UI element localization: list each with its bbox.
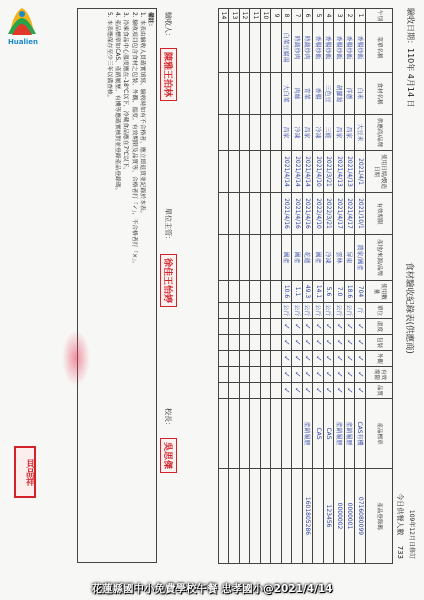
- table-cell: ✓: [313, 319, 324, 335]
- table-cell: [219, 151, 230, 193]
- table-cell: ✓: [345, 383, 356, 399]
- table-cell: [219, 73, 230, 115]
- table-cell: ✓: [324, 351, 335, 367]
- table-cell: [240, 235, 251, 281]
- table-cell: [229, 303, 240, 319]
- table-cell: [261, 235, 272, 281]
- col-header: 有效期限: [366, 193, 393, 235]
- unit-head-stamp: 徐佳王怡婷: [160, 254, 177, 307]
- sheet-title: 食材驗收紀錄表(供應商): [404, 262, 414, 354]
- table-cell: CAS有機: [355, 399, 366, 469]
- table-cell: 0000001: [345, 469, 356, 564]
- table-cell: [240, 23, 251, 73]
- table-cell: [219, 335, 230, 351]
- meal-count-value: 733: [396, 545, 404, 559]
- red-stamp-smudge: [62, 330, 90, 386]
- table-cell: ✓: [303, 351, 314, 367]
- principal-stamp: 吳思傑: [160, 438, 177, 473]
- col-header: 食材名稱: [366, 73, 393, 115]
- table-cell: [229, 23, 240, 73]
- table-cell: [229, 281, 240, 303]
- table-cell: ✓: [282, 367, 293, 383]
- table-cell: [261, 367, 272, 383]
- table-cell: 冷凍: [324, 235, 335, 281]
- revision-note: 109年12月日修訂: [408, 509, 415, 559]
- table-cell: [282, 469, 293, 564]
- table-cell: [250, 383, 261, 399]
- table-cell: [240, 469, 251, 564]
- table-cell: 冷凍: [292, 115, 303, 151]
- table-cell: 3: [334, 9, 345, 23]
- table-cell: [219, 383, 230, 399]
- table-cell: ✓: [324, 383, 335, 399]
- table-cell: 123456: [324, 469, 335, 564]
- meal-count-label: 今日供餐人數: [396, 493, 404, 536]
- table-row: [355, 9, 366, 564]
- table-cell: ✓: [292, 319, 303, 335]
- table-cell: ✓: [334, 383, 345, 399]
- table-row: [250, 9, 261, 564]
- table-cell: [261, 151, 272, 193]
- table-row: [334, 9, 345, 564]
- table-cell: 公斤: [345, 303, 356, 319]
- table-cell: [229, 351, 240, 367]
- table-cell: [261, 319, 272, 335]
- table-cell: 6: [303, 9, 314, 23]
- table-row: [345, 9, 356, 564]
- table-cell: 2021/4/16: [303, 193, 314, 235]
- table-header-row: [366, 9, 393, 564]
- table-cell: 2: [345, 9, 356, 23]
- table-cell: 昌家: [334, 115, 345, 151]
- table-cell: 10: [261, 9, 272, 23]
- table-cell: 屏東: [345, 235, 356, 281]
- table-cell: 1601805286: [303, 469, 314, 564]
- table-cell: [261, 23, 272, 73]
- table-cell: 香腸炒飯: [355, 23, 366, 73]
- signature-row: [159, 8, 179, 563]
- table-row: [282, 9, 293, 564]
- table-cell: 白菜豆腐湯: [282, 23, 293, 73]
- table-cell: [229, 73, 240, 115]
- table-cell: ✓: [292, 335, 303, 351]
- table-cell: [250, 469, 261, 564]
- table-cell: ✓: [313, 335, 324, 351]
- table-cell: [240, 73, 251, 115]
- remarks-box: [77, 8, 157, 563]
- table-cell: [292, 399, 303, 469]
- table-cell: [282, 399, 293, 469]
- table-row: [240, 9, 251, 564]
- table-cell: 時蔬炒肉: [303, 23, 314, 73]
- table-cell: [271, 235, 282, 281]
- table-cell: [250, 23, 261, 73]
- table-cell: 2021/10/1: [355, 193, 366, 235]
- table-cell: 4: [324, 9, 335, 23]
- table-cell: 5.6: [324, 281, 335, 303]
- table-cell: [250, 281, 261, 303]
- table-cell: 產銷履歷: [334, 399, 345, 469]
- table-cell: ✓: [303, 367, 314, 383]
- table-cell: 0716080099: [355, 469, 366, 564]
- table-cell: 7: [292, 9, 303, 23]
- table-cell: [240, 399, 251, 469]
- table-cell: 時蔬炒肉: [292, 23, 303, 73]
- col-header: 使用日期/製造日期: [366, 151, 393, 193]
- table-row: [219, 9, 230, 564]
- table-cell: [271, 151, 282, 193]
- table-cell: [271, 193, 282, 235]
- table-cell: ✓: [313, 367, 324, 383]
- table-cell: 1.1: [292, 281, 303, 303]
- col-header: 菜單名稱: [366, 23, 393, 73]
- table-cell: 三能: [324, 115, 335, 151]
- table-cell: 49.3: [303, 281, 314, 303]
- inspector-stamp: 陳雅王拍林: [160, 48, 177, 101]
- table-cell: 公斤: [292, 303, 303, 319]
- table-cell: [271, 281, 282, 303]
- table-cell: [261, 383, 272, 399]
- table-cell: [240, 335, 251, 351]
- table-cell: [250, 351, 261, 367]
- table-cell: 冷凍: [313, 115, 324, 151]
- table-cell: 香腸炒飯: [313, 23, 324, 73]
- table-cell: [219, 399, 230, 469]
- table-cell: [261, 335, 272, 351]
- table-cell: 大豆米: [355, 115, 366, 151]
- table-cell: 2022/3/21: [324, 193, 335, 235]
- table-row: [261, 9, 272, 564]
- table-cell: 農家/國產: [355, 235, 366, 281]
- table-cell: [261, 469, 272, 564]
- table-cell: [229, 235, 240, 281]
- table-cell: 2021/3/21: [324, 151, 335, 193]
- table-cell: [219, 281, 230, 303]
- table-cell: [250, 151, 261, 193]
- table-cell: 昌家: [345, 115, 356, 151]
- remark-line: 4. 產品標章如CAS、產銷履歷、有機等應確實核對並登錄產品登錄碼。: [114, 12, 121, 194]
- table-row: [303, 9, 314, 564]
- table-cell: ✓: [355, 367, 366, 383]
- table-cell: [271, 303, 282, 319]
- col-header: 使用數量: [366, 281, 393, 303]
- table-cell: [271, 335, 282, 351]
- table-cell: ✓: [282, 319, 293, 335]
- table-cell: 14.1: [313, 281, 324, 303]
- table-cell: 2021/4/14: [292, 151, 303, 193]
- table-cell: ✓: [345, 351, 356, 367]
- table-cell: [261, 303, 272, 319]
- remark-line: 3. 冷凍食品中心溫度應在-18℃以下，冷藏食品應在7℃以下。: [122, 12, 129, 174]
- table-cell: [240, 281, 251, 303]
- table-cell: [219, 23, 230, 73]
- table-cell: [250, 367, 261, 383]
- table-cell: [240, 115, 251, 151]
- table-cell: ✓: [303, 383, 314, 399]
- table-cell: 2021/4/17: [345, 193, 356, 235]
- table-row: [292, 9, 303, 564]
- table-cell: [261, 73, 272, 115]
- col-header: 外觀: [366, 351, 393, 367]
- table-cell: [240, 383, 251, 399]
- table-cell: [261, 115, 272, 151]
- table-cell: 大白菜: [282, 73, 293, 115]
- table-cell: [250, 399, 261, 469]
- table-cell: [250, 335, 261, 351]
- table-cell: CAS: [313, 399, 324, 469]
- remark-line: 5. 本表應保存至少三年以備查核。: [105, 12, 112, 101]
- table-cell: [261, 351, 272, 367]
- table-cell: ✓: [334, 335, 345, 351]
- table-cell: 2021/4/17: [334, 193, 345, 235]
- table-cell: [271, 73, 282, 115]
- table-cell: 7.0: [334, 281, 345, 303]
- col-header: 產地/來源/品牌: [366, 235, 393, 281]
- table-cell: [229, 193, 240, 235]
- table-cell: [292, 469, 303, 564]
- table-cell: 2021/4/16: [292, 193, 303, 235]
- table-cell: [240, 303, 251, 319]
- table-cell: ✓: [292, 351, 303, 367]
- table-cell: 三色豆: [324, 73, 335, 115]
- table-cell: 2021/4/13: [345, 151, 356, 193]
- table-cell: [271, 115, 282, 151]
- table-cell: ✓: [355, 319, 366, 335]
- table-cell: 斤: [355, 303, 366, 319]
- col-header: 午別: [366, 9, 393, 23]
- meal-count-line: [395, 485, 405, 559]
- remarks-title: 備註：: [147, 12, 153, 30]
- table-cell: [219, 367, 230, 383]
- table-cell: 肉絲: [292, 73, 303, 115]
- table-cell: 產銷履歷: [345, 399, 356, 469]
- footer-caption: 花蓮縣國中小免費學校午餐 忠孝國小@2021/4/14: [91, 583, 333, 595]
- table-cell: ✓: [303, 335, 314, 351]
- table-cell: [240, 151, 251, 193]
- table-cell: 公斤: [334, 303, 345, 319]
- unit-head-label: 單位主管：: [164, 208, 172, 243]
- table-cell: [219, 115, 230, 151]
- table-cell: [250, 319, 261, 335]
- col-header: 單位: [366, 303, 393, 319]
- table-cell: [261, 399, 272, 469]
- table-cell: 2021/4/10: [313, 151, 324, 193]
- table-cell: [219, 303, 230, 319]
- table-cell: 公斤: [313, 303, 324, 319]
- table-cell: [271, 351, 282, 367]
- table-cell: ✓: [292, 367, 303, 383]
- table-cell: 12: [240, 9, 251, 23]
- table-cell: [229, 151, 240, 193]
- table-cell: 昌家: [282, 115, 293, 151]
- table-cell: [229, 367, 240, 383]
- table-cell: [250, 235, 261, 281]
- inspection-table: [218, 8, 393, 564]
- table-cell: 10.6: [282, 281, 293, 303]
- table-row: [313, 9, 324, 564]
- table-row: [324, 9, 335, 564]
- table-cell: ✓: [334, 367, 345, 383]
- table-cell: ✓: [282, 351, 293, 367]
- table-cell: [271, 399, 282, 469]
- table-cell: ✓: [355, 383, 366, 399]
- table-cell: [240, 367, 251, 383]
- table-cell: [261, 281, 272, 303]
- table-row: [229, 9, 240, 564]
- table-cell: [271, 23, 282, 73]
- table-cell: ✓: [324, 319, 335, 335]
- table-cell: [219, 235, 230, 281]
- col-header: 產品登錄碼: [366, 469, 393, 564]
- table-cell: 2021/4/14: [282, 151, 293, 193]
- table-cell: ✓: [282, 335, 293, 351]
- table-cell: 2021/4/14: [303, 151, 314, 193]
- table-cell: 胡蘿蔔: [334, 73, 345, 115]
- col-header: 供應商/品牌: [366, 115, 393, 151]
- table-cell: ✓: [334, 319, 345, 335]
- table-cell: ✓: [324, 335, 335, 351]
- table-cell: 5: [313, 9, 324, 23]
- logo-text: Hualien: [7, 38, 39, 46]
- table-cell: 產銷履歷: [303, 399, 314, 469]
- table-cell: 13: [229, 9, 240, 23]
- table-cell: [229, 319, 240, 335]
- inspection-date: 驗收日期：110年 4月14 日: [406, 8, 415, 108]
- table-cell: ✓: [303, 319, 314, 335]
- table-cell: CAS: [324, 399, 335, 469]
- principal-label: 校長：: [164, 408, 172, 429]
- table-cell: 2021/4/16: [282, 193, 293, 235]
- table-cell: 香腸炒飯: [345, 23, 356, 73]
- table-cell: 公斤: [282, 303, 293, 319]
- table-cell: [271, 319, 282, 335]
- table-cell: 2021/4/1: [355, 151, 366, 193]
- table-cell: 2021/4/13: [334, 151, 345, 193]
- table-cell: [219, 351, 230, 367]
- table-cell: [219, 319, 230, 335]
- table-cell: ✓: [345, 335, 356, 351]
- table-cell: [250, 115, 261, 151]
- table-cell: 香腸炒飯: [324, 23, 335, 73]
- table-cell: 青菜: [303, 73, 314, 115]
- table-row: [271, 9, 282, 564]
- remark-line: 1. 本表由驗收人員確實填寫，驗收時如有不合格者，應立即退貨並記錄於本表。: [138, 12, 145, 217]
- table-cell: 9: [271, 9, 282, 23]
- col-header: 包裝: [366, 335, 393, 351]
- table-cell: [240, 351, 251, 367]
- table-cell: 香腸: [313, 73, 324, 115]
- col-header: 溫度: [366, 319, 393, 335]
- table-cell: [250, 73, 261, 115]
- table-cell: ✓: [313, 383, 324, 399]
- table-cell: ✓: [355, 335, 366, 351]
- table-cell: ✓: [313, 351, 324, 367]
- approval-stamp: 貝品祥: [14, 446, 36, 498]
- table-cell: 0000002: [334, 469, 345, 564]
- table-cell: ✓: [345, 319, 356, 335]
- table-cell: 國產: [292, 235, 303, 281]
- table-cell: 雲林: [334, 235, 345, 281]
- remark-line: 2. 驗收項目包含食材之包裝、外觀、溫度、有效期限及品質等，合格者打「✓」，不合格者打「×」。: [130, 12, 137, 267]
- table-cell: [261, 193, 272, 235]
- col-header: 有效期限: [366, 367, 393, 383]
- col-header: 產品標章: [366, 399, 393, 469]
- table-cell: [240, 319, 251, 335]
- table-cell: 國產: [282, 235, 293, 281]
- table-cell: [229, 383, 240, 399]
- table-cell: ✓: [355, 351, 366, 367]
- table-cell: 洋蔥: [345, 73, 356, 115]
- table-cell: ✓: [292, 383, 303, 399]
- table-cell: [219, 193, 230, 235]
- table-cell: ✓: [282, 383, 293, 399]
- table-cell: 14: [219, 9, 230, 23]
- table-cell: 2022/4/10: [313, 193, 324, 235]
- table-cell: [313, 469, 324, 564]
- table-cell: [229, 335, 240, 351]
- table-cell: 花蓮: [303, 235, 314, 281]
- table-cell: ✓: [324, 367, 335, 383]
- hualien-logo-icon: [4, 4, 40, 38]
- table-cell: ✓: [334, 351, 345, 367]
- table-cell: 昌家: [303, 115, 314, 151]
- table-cell: 公斤: [303, 303, 314, 319]
- table-cell: [271, 383, 282, 399]
- table-cell: [240, 193, 251, 235]
- table-cell: 國產: [313, 235, 324, 281]
- inspection-sheet: [74, 8, 419, 563]
- table-cell: 香腸炒飯: [334, 23, 345, 73]
- table-cell: 白米: [355, 73, 366, 115]
- table-cell: ✓: [345, 367, 356, 383]
- table-cell: 704: [355, 281, 366, 303]
- col-header: 品質: [366, 383, 393, 399]
- table-cell: [250, 303, 261, 319]
- table-cell: [229, 399, 240, 469]
- inspector-label: 驗收人：: [164, 12, 172, 40]
- table-cell: 11: [250, 9, 261, 23]
- table-cell: 18.6: [345, 281, 356, 303]
- table-cell: 公斤: [324, 303, 335, 319]
- table-cell: [229, 115, 240, 151]
- table-cell: [271, 469, 282, 564]
- table-cell: [219, 469, 230, 564]
- table-cell: 8: [282, 9, 293, 23]
- table-cell: [271, 367, 282, 383]
- table-cell: [229, 469, 240, 564]
- table-cell: [250, 193, 261, 235]
- table-cell: 1: [355, 9, 366, 23]
